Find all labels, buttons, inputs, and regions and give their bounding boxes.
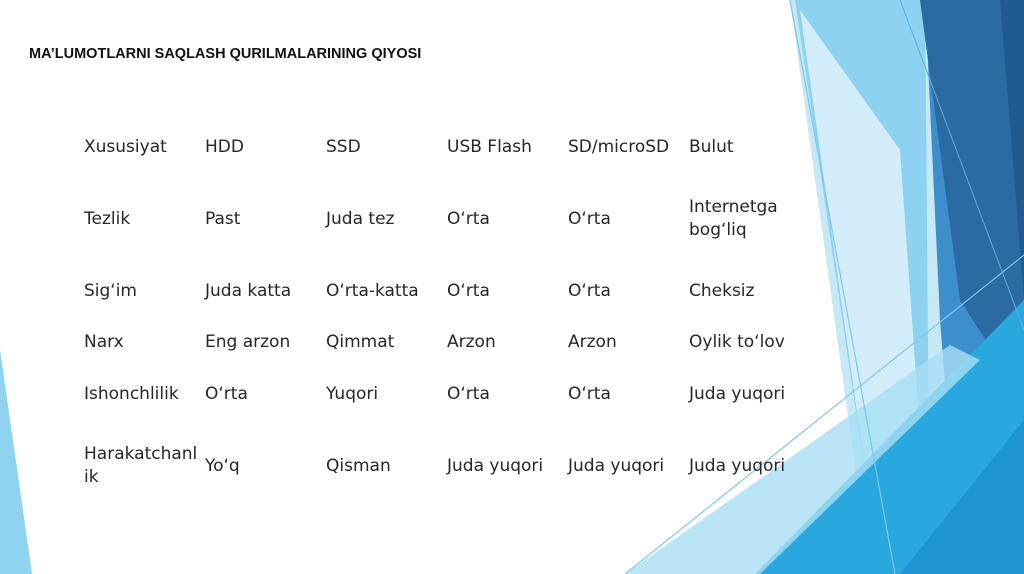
table-cell: O‘rta [205,384,248,404]
table-cell: Arzon [568,332,617,352]
table-cell: Arzon [447,332,496,352]
table-cell: Past [205,208,241,229]
table-cell-header: HDD [205,136,244,157]
table-cell: Oylik to‘lov [689,332,785,352]
table-row [84,369,810,420]
table-cell: Sig‘im [84,280,137,301]
table-cell: Juda yuqori [568,455,665,476]
table-cell: Qimmat [326,332,395,352]
table-cell-header: Xususiyat [84,136,167,157]
table-cell: Tezlik [84,208,131,229]
table-cell: Yo‘q [205,455,240,476]
table-cell: O‘rta [447,208,490,229]
table-row [84,316,810,369]
table-cell: Juda katta [205,280,292,301]
table-cell: Juda tez [326,208,395,229]
table-cell: Yuqori [326,384,379,404]
table-cell: O‘rta [568,384,611,404]
comparison-table [84,122,810,512]
slide-title: MA’LUMOTLARNI SAQLASH QURILMALARINING QIYOSI [29,46,422,62]
table-cell: Juda yuqori [689,455,786,476]
table-cell: Juda yuqori [689,384,786,404]
table-row [84,420,810,512]
table-cell: Qisman [326,455,391,476]
table-row [84,172,810,266]
table-cell: Eng arzon [205,332,291,352]
table-cell-header: SD/microSD [568,136,670,157]
table-cell: Juda yuqori [447,455,544,476]
table-cell: Harakatchanlik [84,444,198,487]
table-row [84,266,810,316]
table-cell: Cheksiz [689,280,755,301]
table-cell-header: SSD [326,136,361,157]
table-cell: O‘rta [447,280,490,301]
table-row [84,122,810,172]
table-cell-header: Bulut [689,136,734,157]
table-cell: Internetga bog‘liq [689,197,778,240]
table-cell: O‘rta [568,208,611,229]
table-cell: O‘rta-katta [326,280,419,301]
table-cell-header: USB Flash [447,136,532,157]
table-cell: O‘rta [568,280,611,301]
left-edge-shape [0,350,32,574]
table-cell: Narx [84,332,124,352]
table-cell: Ishonchlilik [84,384,179,404]
table-cell: O‘rta [447,384,490,404]
